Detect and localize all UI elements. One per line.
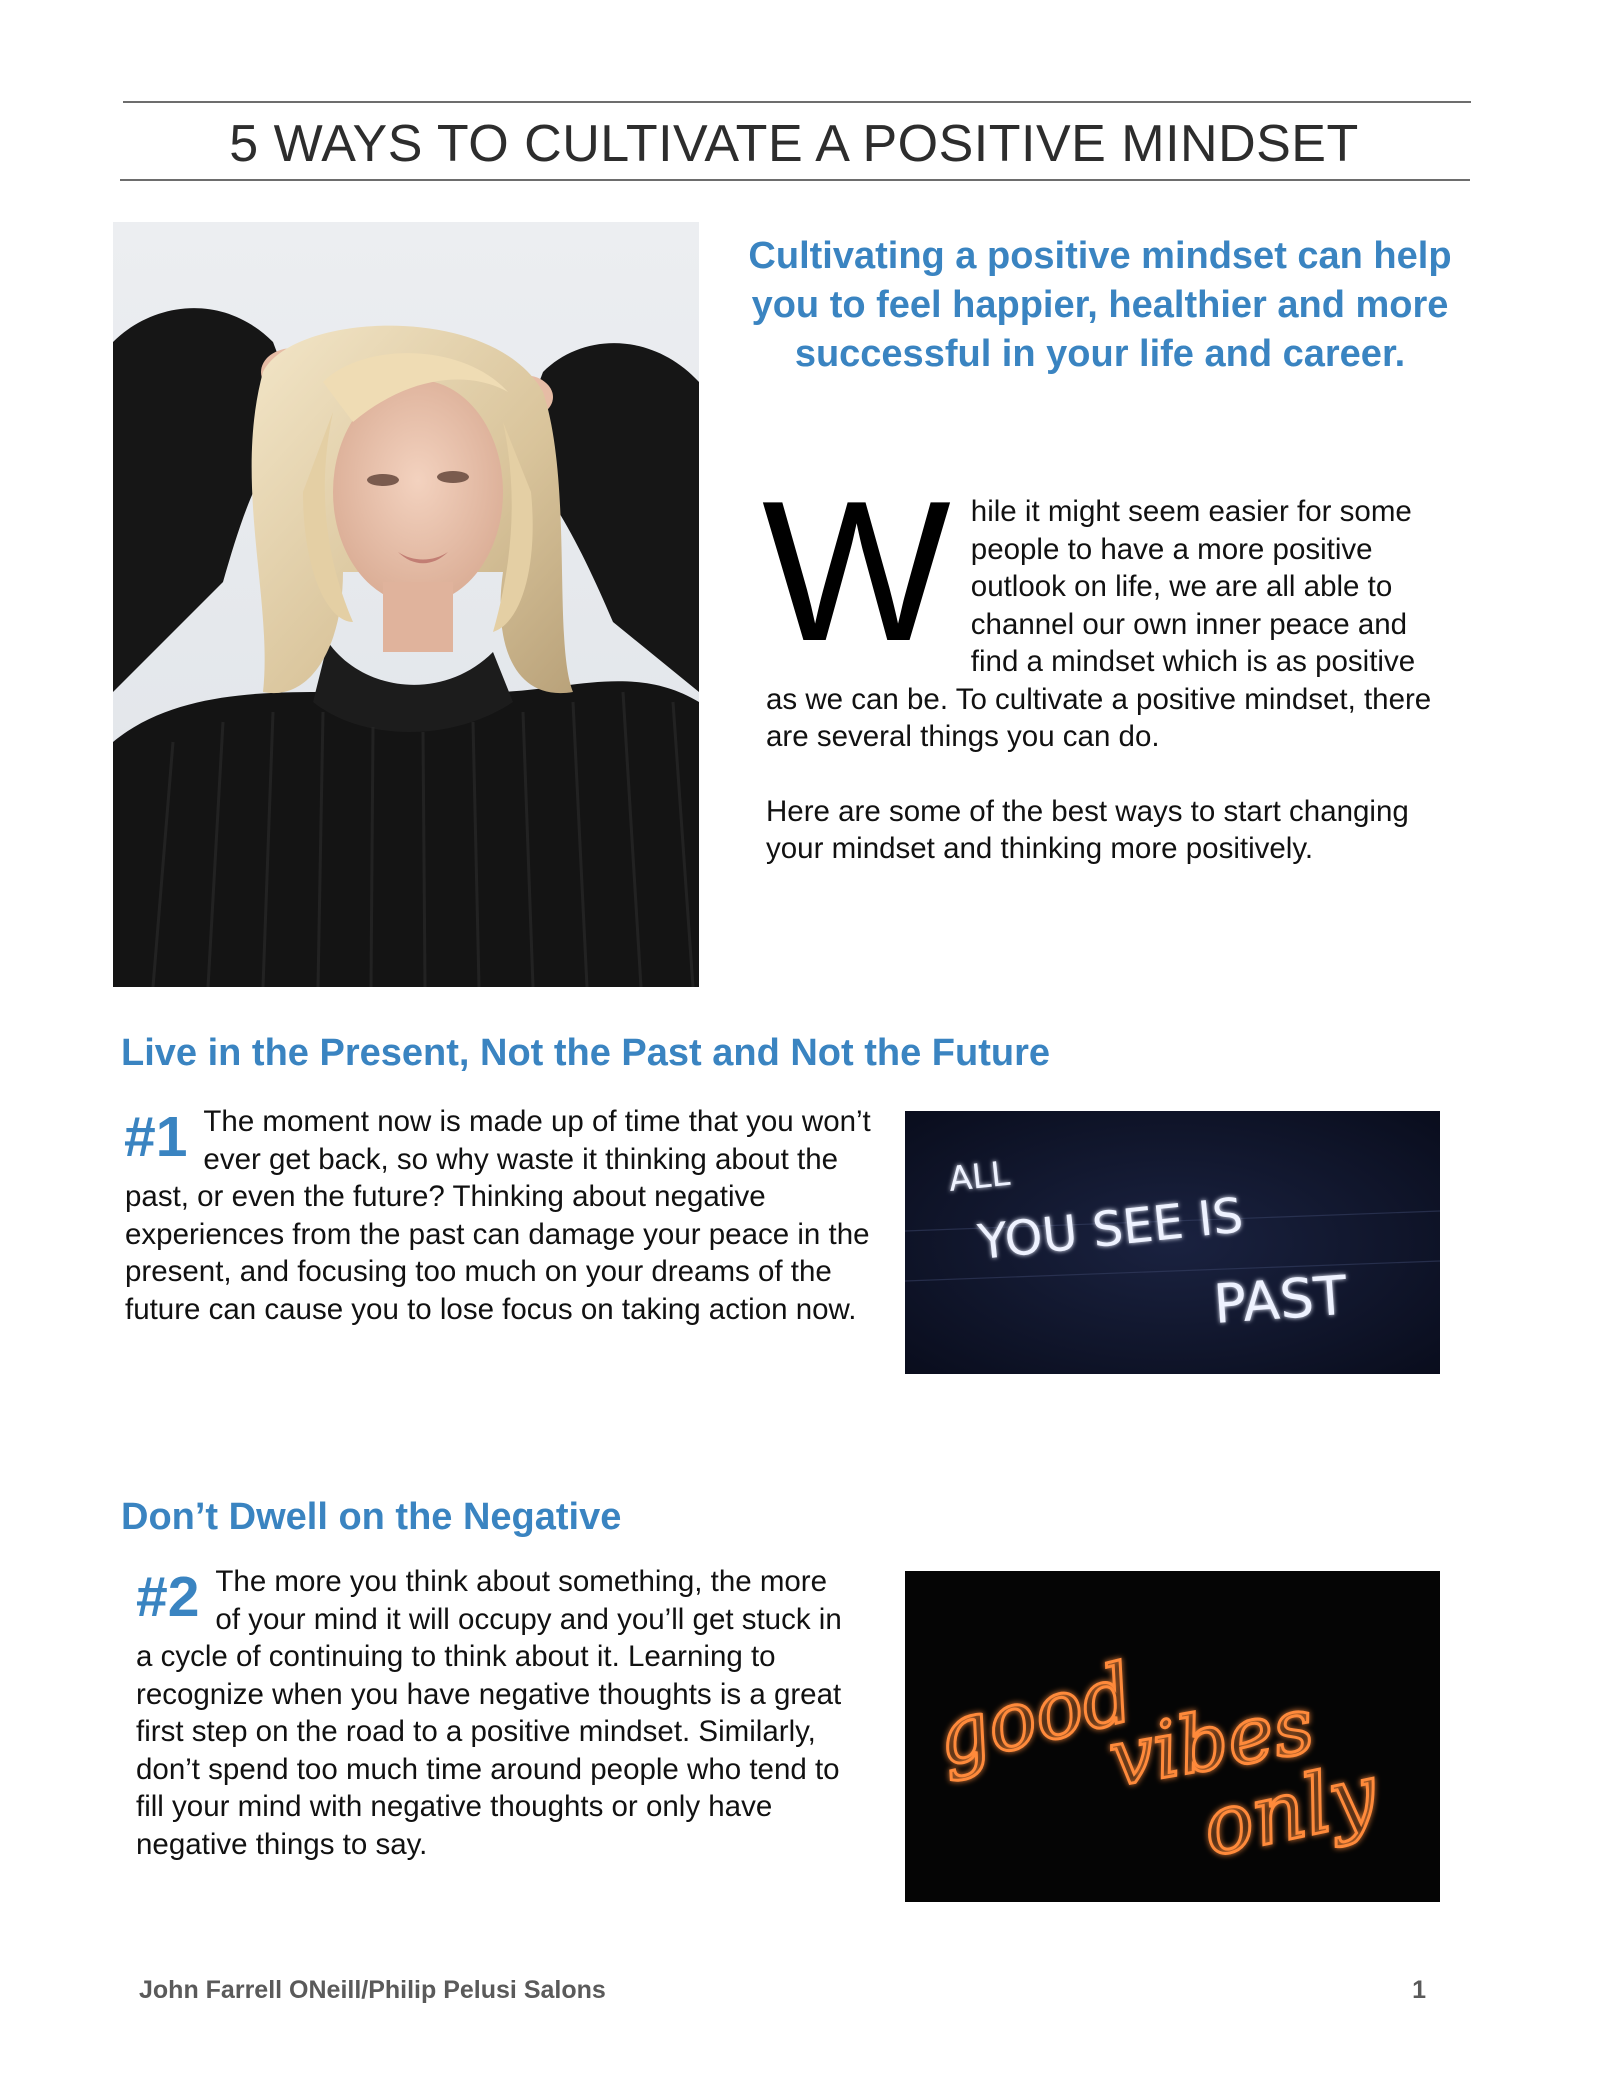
section-2-number: #2: [136, 1565, 200, 1629]
section-1-heading: Live in the Present, Not the Past and Not the Future: [121, 1032, 1050, 1074]
section-2-paragraph: The more you think about something, the more of your mind it will occupy and you’ll get stuck in a cycle of continuing to think about it. Learning to recognize when you have negative thoughts is a great first step on the road to a positive mindset. Similarly, don’t spend too much time around people who tend to fill your mind with negative thoughts or only have negative things to say.: [136, 1565, 842, 1861]
portrait-photo: [113, 222, 699, 987]
page-title: 5 WAYS TO CULTIVATE A POSITIVE MINDSET: [229, 115, 1359, 173]
neon-line-you-see-is: YOU SEE IS: [975, 1187, 1246, 1271]
intro-paragraph-1: hile it might seem easier for some people to have a more positive outlook on life, we are all able to channel our own inner peace and find a mindset which is as positive as we can be. To cultivate a positive mindset, there are several things you can do.: [766, 495, 1432, 753]
section-1-paragraph: The moment now is made up of time that you won’t ever get back, so why waste it thinking about the past, or even the future? Thinking about negative experiences from the past can damage your peace in the present, and focusing too much on your dreams of the future can cause you to lose focus on taking action now.: [125, 1105, 871, 1326]
section-1-number: #1: [124, 1105, 188, 1169]
neon-sign-past-image: [905, 1111, 1440, 1374]
neon-line-all: ALL: [946, 1153, 1012, 1200]
neon-sign-good-vibes-image: [905, 1571, 1440, 1902]
lead-text: Cultivating a positive mindset can help you to feel happier, healthier and more successful in your life and career.: [748, 235, 1452, 375]
footer-author: John Farrell ONeill/Philip Pelusi Salons: [139, 1976, 606, 2004]
section-2-heading: Don’t Dwell on the Negative: [121, 1496, 622, 1538]
title-underline-rule: [120, 179, 1470, 181]
section-2-text: [136, 1563, 850, 1863]
page-number: 1: [1412, 1976, 1426, 2004]
neon-line-past: PAST: [1211, 1263, 1349, 1336]
drop-cap: W: [762, 460, 951, 683]
neon-word-vibes: vibes: [1102, 1680, 1321, 1805]
section-1-text: [125, 1103, 882, 1328]
neon-word-only: only: [1194, 1746, 1386, 1876]
intro-text: [762, 460, 1446, 868]
neon-word-good: good: [927, 1646, 1143, 1785]
top-rule: [123, 101, 1471, 103]
intro-paragraph-2: Here are some of the best ways to start changing your mindset and thinking more positively.: [766, 794, 1409, 865]
